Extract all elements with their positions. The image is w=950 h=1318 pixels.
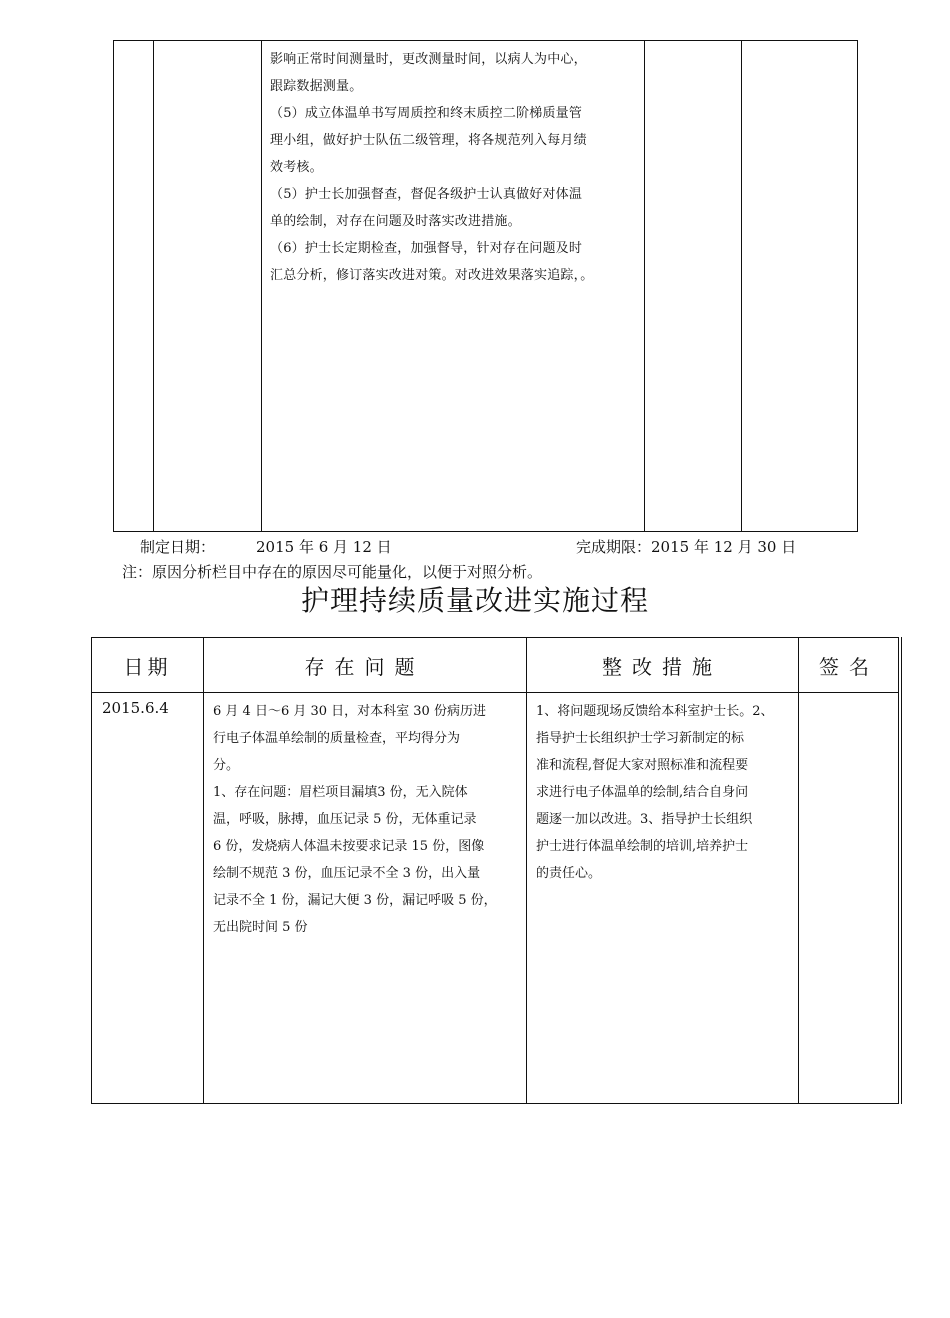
- measures-line: 影响正常时间测量时，更改测量时间，以病人为中心，: [270, 52, 587, 67]
- measures-cell: [270, 46, 640, 289]
- measures-line: （5）成立体温单书写周质控和终末质控二阶梯质量管: [270, 106, 583, 121]
- made-date-label: 制定日期：: [140, 538, 216, 556]
- problem-line: 6 份，发烧病人体温未按要求记录 15 份，图像: [213, 839, 485, 854]
- measures-line: （6）护士长定期检查，加强督导，针对存在问题及时: [270, 241, 583, 256]
- column-divider: [203, 638, 204, 1103]
- implementation-table: [91, 637, 899, 1104]
- problem-line: 记录不全 1 份，漏记大便 3 份，漏记呼吸 5 份，: [213, 893, 497, 908]
- measures-line: 单的绘制，对存在问题及时落实改进措施。: [270, 214, 521, 229]
- measures-line: 跟踪数据测量。: [270, 79, 363, 94]
- problem-line: 行电子体温单绘制的质量检查，平均得分为: [213, 731, 461, 746]
- row-measure: [536, 698, 792, 887]
- column-divider: [261, 41, 262, 531]
- made-date-value: 2015 年 6 月 12 日: [256, 538, 392, 556]
- problem-line: 绘制不规范 3 份，血压记录不全 3 份，出入量: [213, 866, 481, 881]
- row-problem: [213, 698, 519, 941]
- measure-line: 指导护士长组织护士学习新制定的标: [536, 731, 745, 746]
- problem-line: 温，呼吸，脉搏，血压记录 5 份，无体重记录: [213, 812, 477, 827]
- column-divider: [798, 638, 799, 1103]
- column-divider: [153, 41, 154, 531]
- measures-line: 效考核。: [270, 160, 323, 175]
- analysis-note: 注：原因分析栏目中存在的原因尽可能量化，以便于对照分析。: [122, 563, 543, 581]
- measures-line: （5）护士长加强督查，督促各级护士认真做好对体温: [270, 187, 583, 202]
- measure-line: 1、将问题现场反馈给本科室护士长。2、: [536, 704, 774, 719]
- header-measure: 整改措施: [602, 654, 722, 679]
- measures-line: 理小组，做好护士队伍二级管理，将各规范列入每月绩: [270, 133, 587, 148]
- column-divider: [644, 41, 645, 531]
- measure-line: 准和流程,督促大家对照标准和流程要: [536, 758, 749, 773]
- problem-line: 无出院时间 5 份: [213, 920, 308, 935]
- measures-line: 汇总分析，修订落实改进对策。对改进效果落实追踪，。: [270, 268, 594, 283]
- measure-line: 题逐一加以改进。3、指导护士长组织: [536, 812, 753, 827]
- problem-line: 1、存在问题：眉栏项目漏填3 份，无入院体: [213, 785, 468, 800]
- measure-line: 求进行电子体温单的绘制,结合自身问: [536, 785, 749, 800]
- header-date: 日期: [123, 654, 172, 679]
- column-divider: [526, 638, 527, 1103]
- row-date: 2015.6.4: [102, 699, 169, 717]
- improvement-plan-table: [113, 40, 858, 532]
- completion-deadline: 完成期限：2015 年 12 月 30 日: [576, 538, 797, 556]
- column-divider: [741, 41, 742, 531]
- measure-line: 护士进行体温单绘制的培训,培养护士: [536, 839, 749, 854]
- header-divider: [92, 692, 898, 693]
- header-sign: 签名: [819, 654, 879, 679]
- problem-line: 6 月 4 日～6 月 30 日，对本科室 30 份病历进: [213, 704, 486, 719]
- problem-line: 分。: [213, 758, 240, 773]
- header-problem: 存在问题: [304, 654, 425, 679]
- page-title: 护理持续质量改进实施过程: [300, 584, 649, 617]
- measure-line: 的责任心。: [536, 866, 602, 881]
